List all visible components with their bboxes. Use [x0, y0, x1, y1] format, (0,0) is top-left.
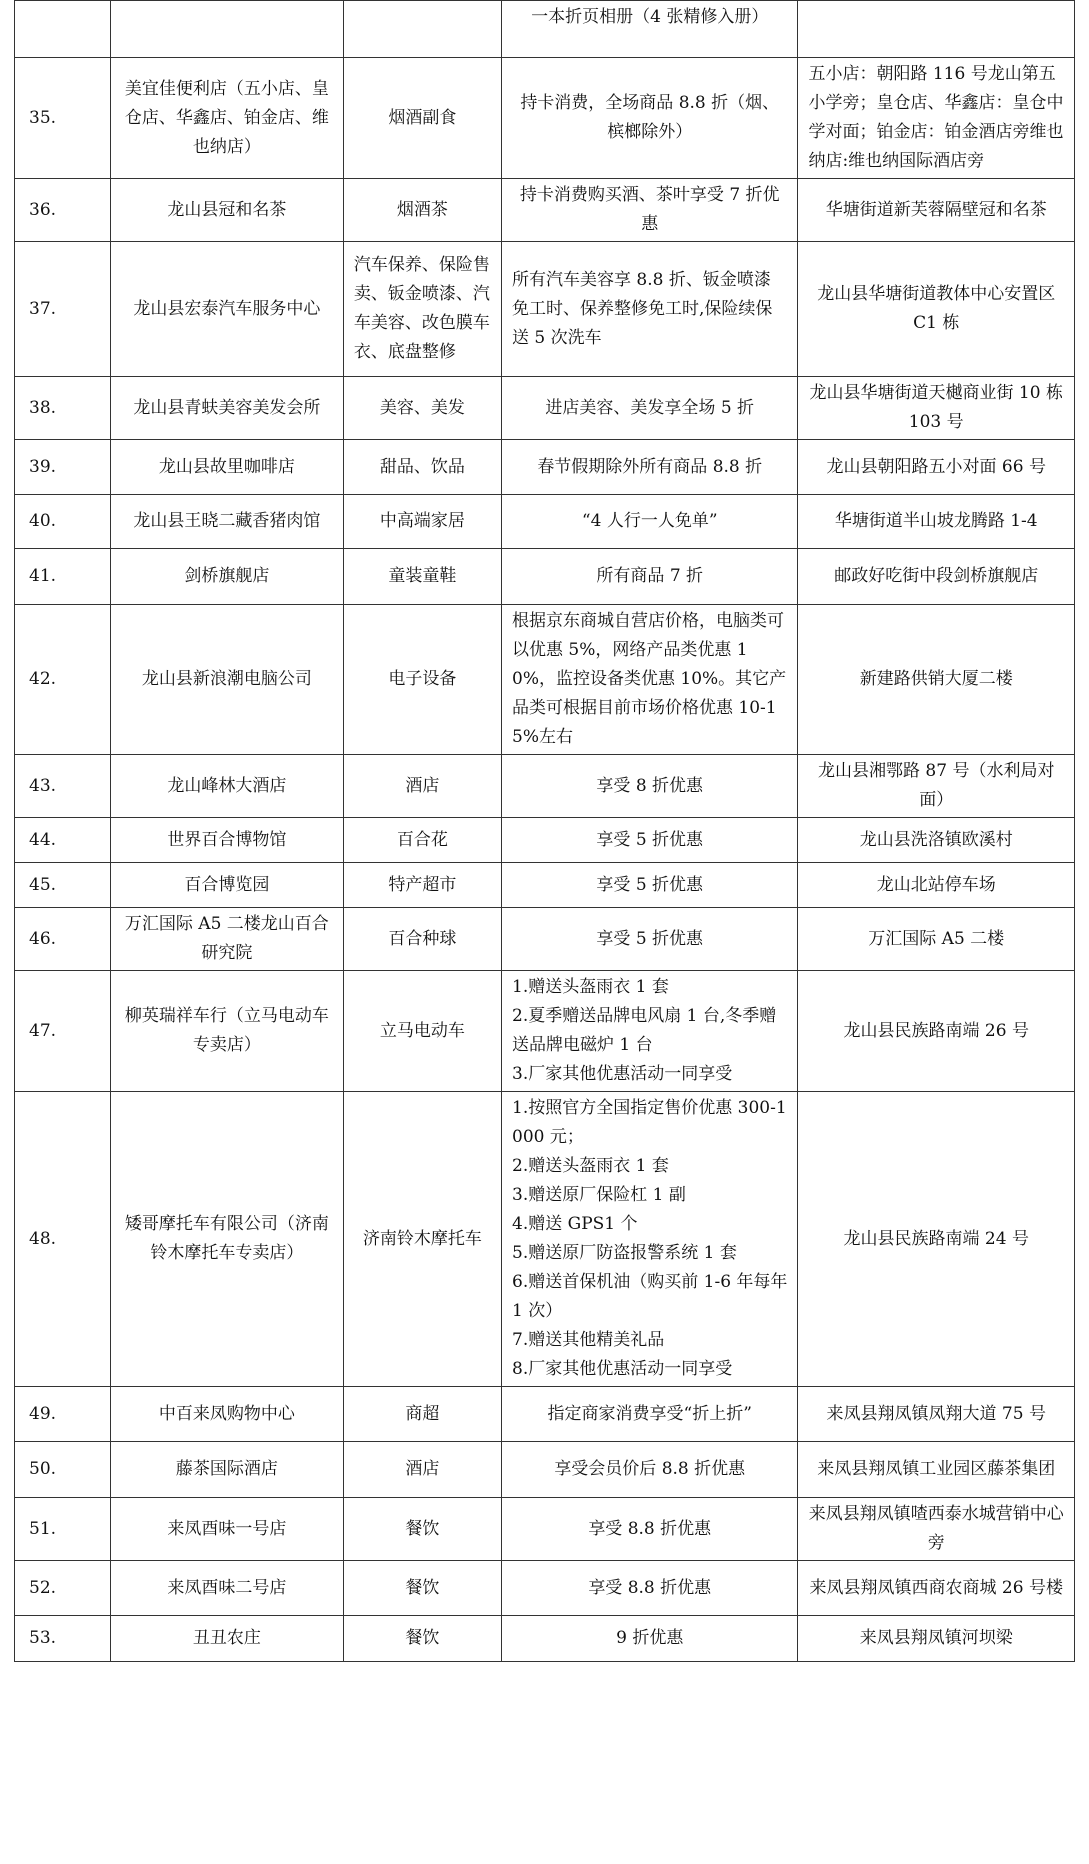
merchant-address: 龙山县民族路南端 24 号: [798, 1092, 1075, 1387]
merchant-address: 来凤县翔凤镇喳西泰水城营销中心旁: [798, 1498, 1075, 1561]
row-number: 51.: [15, 1498, 111, 1561]
table-row: [15, 863, 1075, 908]
discount-offer: 根据京东商城自营店价格，电脑类可以优惠 5%，网络产品类优惠 10%，监控设备类优惠 10%。其它产品类可根据目前市场价格优惠 10-15%左右: [502, 605, 798, 755]
table-row: [15, 440, 1075, 495]
merchant-name: 龙山县王晓二藏香猪肉馆: [110, 495, 343, 549]
merchant-name: [110, 1, 343, 58]
merchant-name: 世界百合博物馆: [110, 818, 343, 863]
row-number: 37.: [15, 242, 111, 377]
table-row: [15, 818, 1075, 863]
discount-offer: 享受 5 折优惠: [502, 818, 798, 863]
merchant-address: 万汇国际 A5 二楼: [798, 908, 1075, 971]
row-number: 50.: [15, 1442, 111, 1498]
merchant-category: 酒店: [343, 1442, 501, 1498]
merchant-address: 龙山县华塘街道天樾商业街 10 栋 103 号: [798, 377, 1075, 440]
discount-offer: 享受 8.8 折优惠: [502, 1498, 798, 1561]
merchant-category: 汽车保养、保险售卖、钣金喷漆、汽车美容、改色膜车衣、底盘整修: [343, 242, 501, 377]
merchant-address: [798, 1, 1075, 58]
merchant-category: 百合花: [343, 818, 501, 863]
merchant-name: 美宜佳便利店（五小店、皇仓店、华鑫店、铂金店、维也纳店）: [110, 58, 343, 179]
row-number: 35.: [15, 58, 111, 179]
merchant-address: 龙山县湘鄂路 87 号（水利局对面）: [798, 755, 1075, 818]
merchant-address: 来凤县翔凤镇河坝梁: [798, 1616, 1075, 1662]
merchant-address: 华塘街道新芙蓉隔壁冠和名茶: [798, 179, 1075, 242]
merchant-name: 龙山峰林大酒店: [110, 755, 343, 818]
merchant-name: 丑丑农庄: [110, 1616, 343, 1662]
row-number: 48.: [15, 1092, 111, 1387]
offer-line: 2.夏季赠送品牌电风扇 1 台,冬季赠送品牌电磁炉 1 台: [512, 1006, 777, 1055]
table-row: [15, 1, 1075, 58]
merchant-address: 龙山县民族路南端 26 号: [798, 971, 1075, 1092]
merchant-discount-table: [14, 0, 1075, 1662]
merchant-address: 五小店：朝阳路 116 号龙山第五小学旁；皇仓店、华鑫店：皇仓中学对面；铂金店：铂金酒店旁维也纳店:维也纳国际酒店旁: [798, 58, 1075, 179]
merchant-address: 华塘街道半山坡龙腾路 1-4: [798, 495, 1075, 549]
merchant-address: 龙山县洗洛镇欧溪村: [798, 818, 1075, 863]
discount-offer: 指定商家消费享受“折上折”: [502, 1387, 798, 1442]
merchant-category: 甜品、饮品: [343, 440, 501, 495]
offer-line: 1.按照官方全国指定售价优惠 300-1000 元；: [512, 1098, 787, 1147]
merchant-address: 邮政好吃街中段剑桥旗舰店: [798, 549, 1075, 605]
table-row: [15, 549, 1075, 605]
merchant-name: 来凤酉味一号店: [110, 1498, 343, 1561]
merchant-address: 龙山县华塘街道教体中心安置区 C1 栋: [798, 242, 1075, 377]
offer-line: 1.赠送头盔雨衣 1 套: [512, 977, 669, 997]
merchant-category: 餐饮: [343, 1561, 501, 1616]
merchant-name: 来凤酉味二号店: [110, 1561, 343, 1616]
offer-line: 3.赠送原厂保险杠 1 副: [512, 1185, 686, 1205]
merchant-name: 藤茶国际酒店: [110, 1442, 343, 1498]
merchant-category: 烟酒副食: [343, 58, 501, 179]
merchant-category: 特产超市: [343, 863, 501, 908]
discount-offer: 享受 5 折优惠: [502, 863, 798, 908]
merchant-name: 剑桥旗舰店: [110, 549, 343, 605]
discount-offer: 享受 8 折优惠: [502, 755, 798, 818]
offer-line: 8.厂家其他优惠活动一同享受: [512, 1359, 733, 1379]
discount-offer: 享受 5 折优惠: [502, 908, 798, 971]
row-number: [15, 1, 111, 58]
discount-offer: 享受会员价后 8.8 折优惠: [502, 1442, 798, 1498]
table-row: [15, 1616, 1075, 1662]
table-row: [15, 495, 1075, 549]
row-number: 38.: [15, 377, 111, 440]
row-number: 42.: [15, 605, 111, 755]
table-row: [15, 908, 1075, 971]
merchant-category: 商超: [343, 1387, 501, 1442]
discount-offer: 所有商品 7 折: [502, 549, 798, 605]
merchant-name: 万汇国际 A5 二楼龙山百合研究院: [110, 908, 343, 971]
table-row: [15, 377, 1075, 440]
merchant-address: 新建路供销大厦二楼: [798, 605, 1075, 755]
merchant-address: 来凤县翔凤镇西商农商城 26 号楼: [798, 1561, 1075, 1616]
merchant-category: 电子设备: [343, 605, 501, 755]
merchant-category: 餐饮: [343, 1498, 501, 1561]
offer-line: 4.赠送 GPS1 个: [512, 1214, 638, 1234]
table-row: [15, 242, 1075, 377]
row-number: 44.: [15, 818, 111, 863]
discount-offer: [502, 971, 798, 1092]
discount-offer: [502, 1092, 798, 1387]
merchant-category: 济南铃木摩托车: [343, 1092, 501, 1387]
offer-line: 7.赠送其他精美礼品: [512, 1330, 665, 1350]
merchant-name: 百合博览园: [110, 863, 343, 908]
offer-line: 5.赠送原厂防盗报警系统 1 套: [512, 1243, 737, 1263]
row-number: 43.: [15, 755, 111, 818]
discount-offer: 进店美容、美发享全场 5 折: [502, 377, 798, 440]
merchant-address: 来凤县翔凤镇工业园区藤茶集团: [798, 1442, 1075, 1498]
merchant-name: 龙山县新浪潮电脑公司: [110, 605, 343, 755]
discount-offer: 享受 8.8 折优惠: [502, 1561, 798, 1616]
merchant-category: 百合种球: [343, 908, 501, 971]
merchant-name: 龙山县青蚨美容美发会所: [110, 377, 343, 440]
discount-offer: “4 人行一人免单”: [502, 495, 798, 549]
table-row: [15, 1498, 1075, 1561]
merchant-name: 龙山县冠和名茶: [110, 179, 343, 242]
table-row: [15, 1092, 1075, 1387]
row-number: 45.: [15, 863, 111, 908]
offer-line: 3.厂家其他优惠活动一同享受: [512, 1064, 733, 1084]
table-row: [15, 1561, 1075, 1616]
merchant-category: 酒店: [343, 755, 501, 818]
merchant-name: 矮哥摩托车有限公司（济南铃木摩托车专卖店）: [110, 1092, 343, 1387]
merchant-address: 龙山北站停车场: [798, 863, 1075, 908]
merchant-category: [343, 1, 501, 58]
row-number: 47.: [15, 971, 111, 1092]
merchant-address: 龙山县朝阳路五小对面 66 号: [798, 440, 1075, 495]
row-number: 52.: [15, 1561, 111, 1616]
row-number: 40.: [15, 495, 111, 549]
merchant-name: 龙山县宏泰汽车服务中心: [110, 242, 343, 377]
table-row: [15, 971, 1075, 1092]
offer-line: 2.赠送头盔雨衣 1 套: [512, 1156, 669, 1176]
discount-offer: 9 折优惠: [502, 1616, 798, 1662]
row-number: 46.: [15, 908, 111, 971]
merchant-category: 烟酒茶: [343, 179, 501, 242]
table-row: [15, 605, 1075, 755]
merchant-name: 龙山县故里咖啡店: [110, 440, 343, 495]
table-row: [15, 58, 1075, 179]
merchant-category: 立马电动车: [343, 971, 501, 1092]
row-number: 39.: [15, 440, 111, 495]
row-number: 36.: [15, 179, 111, 242]
discount-offer: 持卡消费，全场商品 8.8 折（烟、槟榔除外）: [502, 58, 798, 179]
discount-offer: 春节假期除外所有商品 8.8 折: [502, 440, 798, 495]
merchant-category: 美容、美发: [343, 377, 501, 440]
merchant-address: 来凤县翔凤镇凤翔大道 75 号: [798, 1387, 1075, 1442]
offer-line: 6.赠送首保机油（购买前 1-6 年每年 1 次）: [512, 1272, 788, 1321]
row-number: 53.: [15, 1616, 111, 1662]
table-row: [15, 1442, 1075, 1498]
discount-offer: 所有汽车美容享 8.8 折、钣金喷漆免工时、保养整修免工时,保险续保送 5 次洗车: [502, 242, 798, 377]
merchant-name: 中百来凤购物中心: [110, 1387, 343, 1442]
discount-offer: 一本折页相册（4 张精修入册）: [502, 1, 798, 58]
table-row: [15, 755, 1075, 818]
table-row: [15, 1387, 1075, 1442]
row-number: 41.: [15, 549, 111, 605]
discount-offer: 持卡消费购买酒、茶叶享受 7 折优惠: [502, 179, 798, 242]
table-row: [15, 179, 1075, 242]
merchant-category: 童装童鞋: [343, 549, 501, 605]
row-number: 49.: [15, 1387, 111, 1442]
merchant-category: 中高端家居: [343, 495, 501, 549]
merchant-name: 柳英瑞祥车行（立马电动车专卖店）: [110, 971, 343, 1092]
merchant-category: 餐饮: [343, 1616, 501, 1662]
